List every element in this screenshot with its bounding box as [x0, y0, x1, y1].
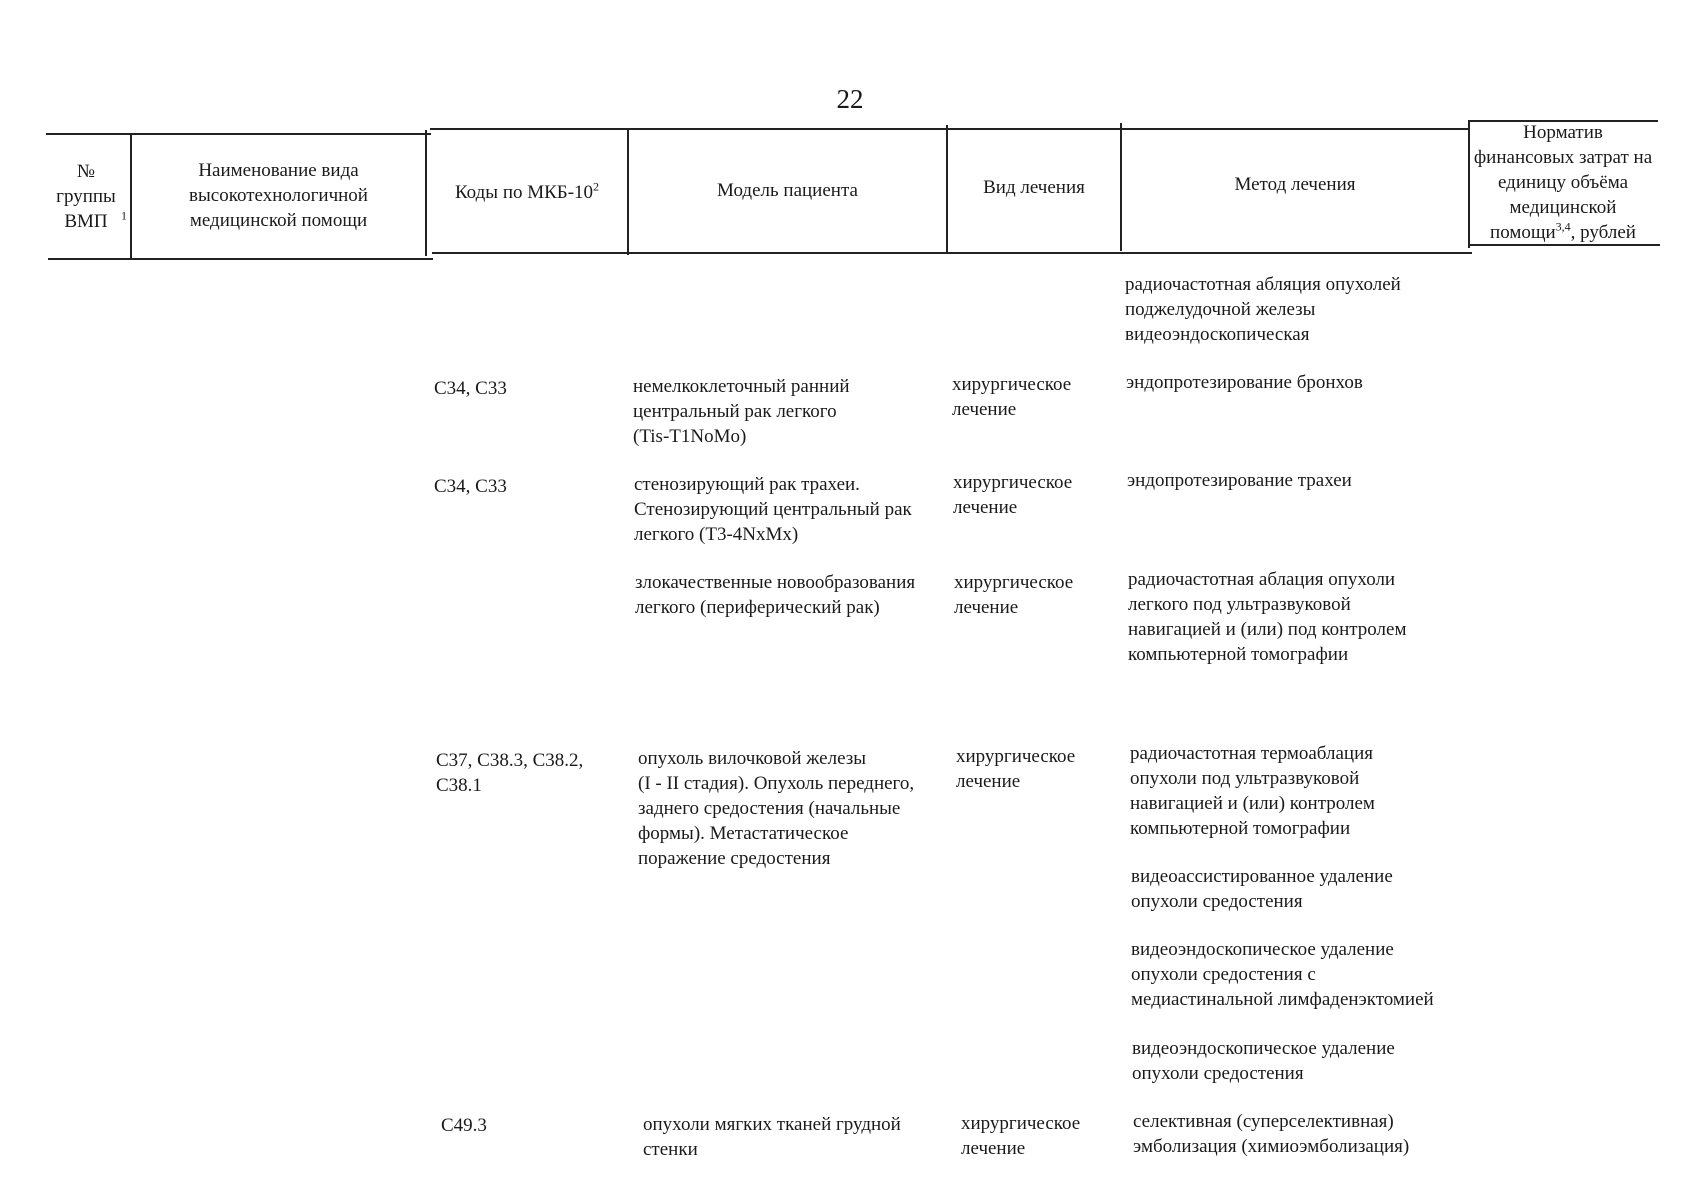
treatment-type: хирургическое лечение [956, 746, 1076, 792]
treatment-type: хирургическое лечение [952, 374, 1072, 420]
header-patient-model-text: Модель пациента [717, 179, 858, 201]
header-treatment-type [948, 125, 1120, 249]
icd-codes: C34, C33 [434, 476, 507, 497]
header-cost-norm [1470, 118, 1656, 246]
treatment-method: видеоэндоскопическое удаление опухоли средостения с медиастинальной лимфаденэктомией [1131, 939, 1434, 1010]
header-patient-model [629, 128, 946, 252]
footnote-marker: 2 [593, 179, 600, 194]
footnote-marker: 1 [121, 208, 127, 223]
treatment-method: радиочастотная абляция опухолей поджелудочной железы видеоэндоскопическая [1125, 274, 1401, 345]
header-bottom-border [48, 258, 433, 260]
icd-codes: C49.3 [441, 1115, 487, 1136]
header-care-type-name [132, 134, 425, 256]
header-cost-norm-unit: , рублей [1570, 221, 1636, 243]
header-group-number [48, 134, 130, 258]
patient-model: опухоль вилочковой железы (I - II стадия). Опухоль переднего, заднего средостения (начальные формы). Метастатическое поражение средостения [638, 748, 915, 869]
patient-model: немелкоклеточный ранний центральный рак легкого (Tis-T1NoMo) [633, 376, 850, 447]
icd-codes: C37, C38.3, C38.2, C38.1 [436, 750, 584, 796]
treatment-method: радиочастотная термоаблация опухоли под ультразвуковой навигацией и (или) контролем компьютерной томографии [1130, 743, 1375, 839]
treatment-method: эндопротезирование трахеи [1127, 470, 1352, 491]
treatment-method: селективная (суперселективная) эмболизация (химиоэмболизация) [1133, 1111, 1410, 1157]
treatment-type: хирургическое лечение [953, 472, 1073, 518]
treatment-type: хирургическое лечение [961, 1113, 1081, 1159]
header-treatment-method [1122, 122, 1468, 246]
footnote-marker: 3,4 [1555, 219, 1571, 234]
treatment-method: эндопротезирование бронхов [1126, 372, 1363, 393]
page-number: 22 [836, 84, 864, 114]
icd-codes: C34, C33 [434, 378, 507, 399]
patient-model: злокачественные новообразования легкого (периферический рак) [635, 572, 916, 618]
header-treatment-type-text: Вид лечения [983, 176, 1085, 198]
treatment-method: видеоэндоскопическое удаление опухоли средостения [1132, 1038, 1395, 1084]
treatment-method: радиочастотная аблация опухоли легкого под ультразвуковой навигацией и (или) под контролем компьютерной томографии [1128, 569, 1407, 665]
header-care-type-text: Наименование вида высокотехнологичной медицинской помощи [189, 159, 368, 231]
header-group-text: № группы ВМП [56, 160, 116, 232]
patient-model: опухоли мягких тканей грудной стенки [643, 1114, 901, 1160]
header-icd-text: Коды по МКБ-10 [454, 181, 594, 203]
header-cost-norm-text: Норматив финансовых затрат на единицу объёма медицинской помощи [1473, 121, 1653, 243]
treatment-method: видеоассистированное удаление опухоли средостения [1131, 866, 1393, 912]
patient-model: стенозирующий рак трахеи. Стенозирующий центральный рак легкого (T3-4NxMx) [634, 474, 912, 545]
treatment-type: хирургическое лечение [954, 572, 1074, 618]
header-icd-codes [427, 130, 627, 254]
header-treatment-method-text: Метод лечения [1234, 173, 1356, 195]
